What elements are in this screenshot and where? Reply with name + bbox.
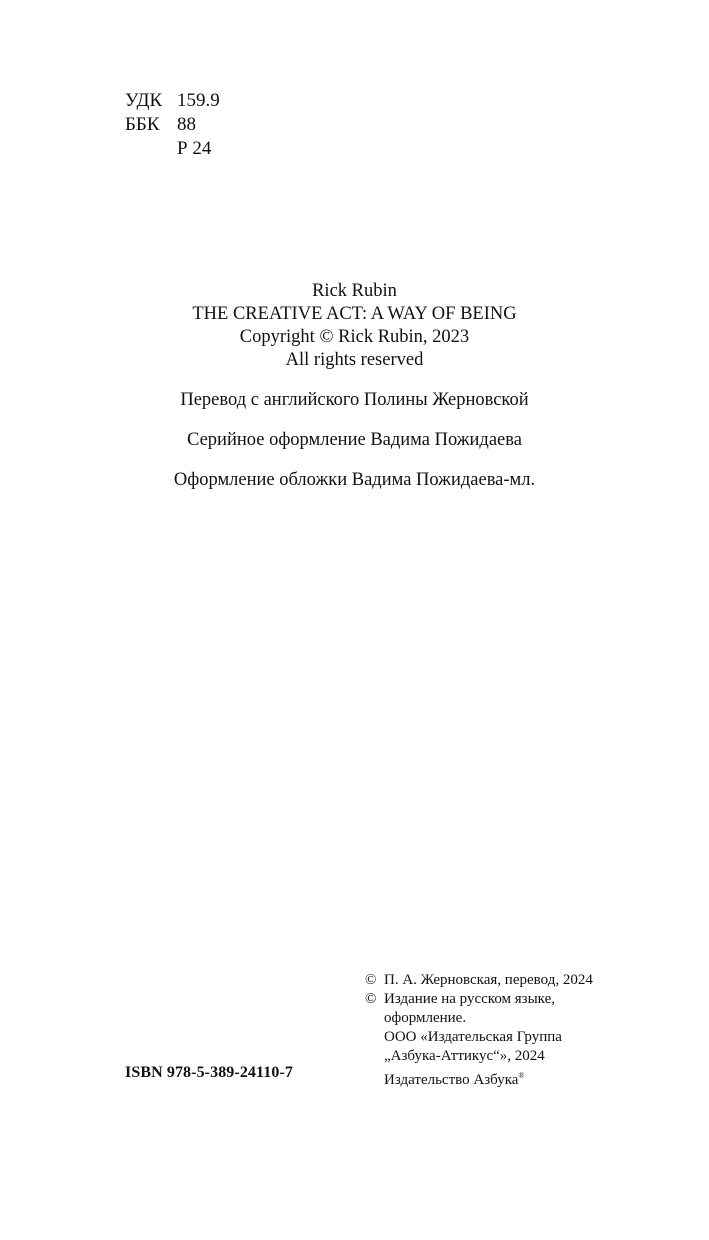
series-design-credit: Серийное оформление Вадима Пожидаева: [187, 430, 522, 450]
copyright-edition-text: Издание на русском языке,: [384, 991, 555, 1007]
rights-notice: All rights reserved: [285, 350, 424, 370]
library-classification: [125, 89, 220, 161]
bbk-label: ББК: [125, 114, 160, 135]
copyright-edition-line-5: [365, 1066, 593, 1090]
original-copyright: Copyright © Rick Rubin, 2023: [239, 327, 470, 347]
udk-row: [125, 89, 220, 113]
translation-credit: Перевод с английского Полины Жерновской: [180, 390, 529, 410]
author-mark: Р 24: [177, 138, 212, 159]
copyright-edition-line-3: ООО «Издательская Группа: [384, 1029, 562, 1045]
author-mark-row: [125, 137, 220, 161]
registered-mark: ®: [518, 1071, 525, 1080]
original-author: Rick Rubin: [312, 281, 397, 301]
copyright-entry-edition: [365, 990, 593, 1009]
bbk-value: 88: [177, 114, 196, 135]
cover-design-credit: Оформление обложки Вадима Пожидаева-мл.: [173, 470, 536, 490]
credits-block: [0, 280, 709, 492]
copyright-translation-text: П. А. Жерновская, перевод, 2024: [384, 972, 593, 988]
udk-label: УДК: [125, 90, 163, 111]
isbn: ISBN 978-5-389-24110-7: [125, 1064, 293, 1081]
publisher-name: Издательство Азбука: [384, 1072, 519, 1088]
copyright-symbol: ©: [365, 972, 377, 988]
copyright-edition-line-2: оформление.: [384, 1010, 467, 1026]
bbk-row: [125, 113, 220, 137]
russian-copyright-block: [365, 971, 593, 1090]
copyright-symbol: ©: [365, 991, 377, 1007]
udk-value: 159.9: [177, 90, 220, 111]
copyright-entry-translation: [365, 971, 593, 990]
author-mark-spacer: [125, 137, 177, 161]
original-title: THE CREATIVE ACT: A WAY OF BEING: [192, 304, 517, 324]
copyright-edition-line-4: „Азбука-Аттикус“», 2024: [384, 1048, 545, 1064]
